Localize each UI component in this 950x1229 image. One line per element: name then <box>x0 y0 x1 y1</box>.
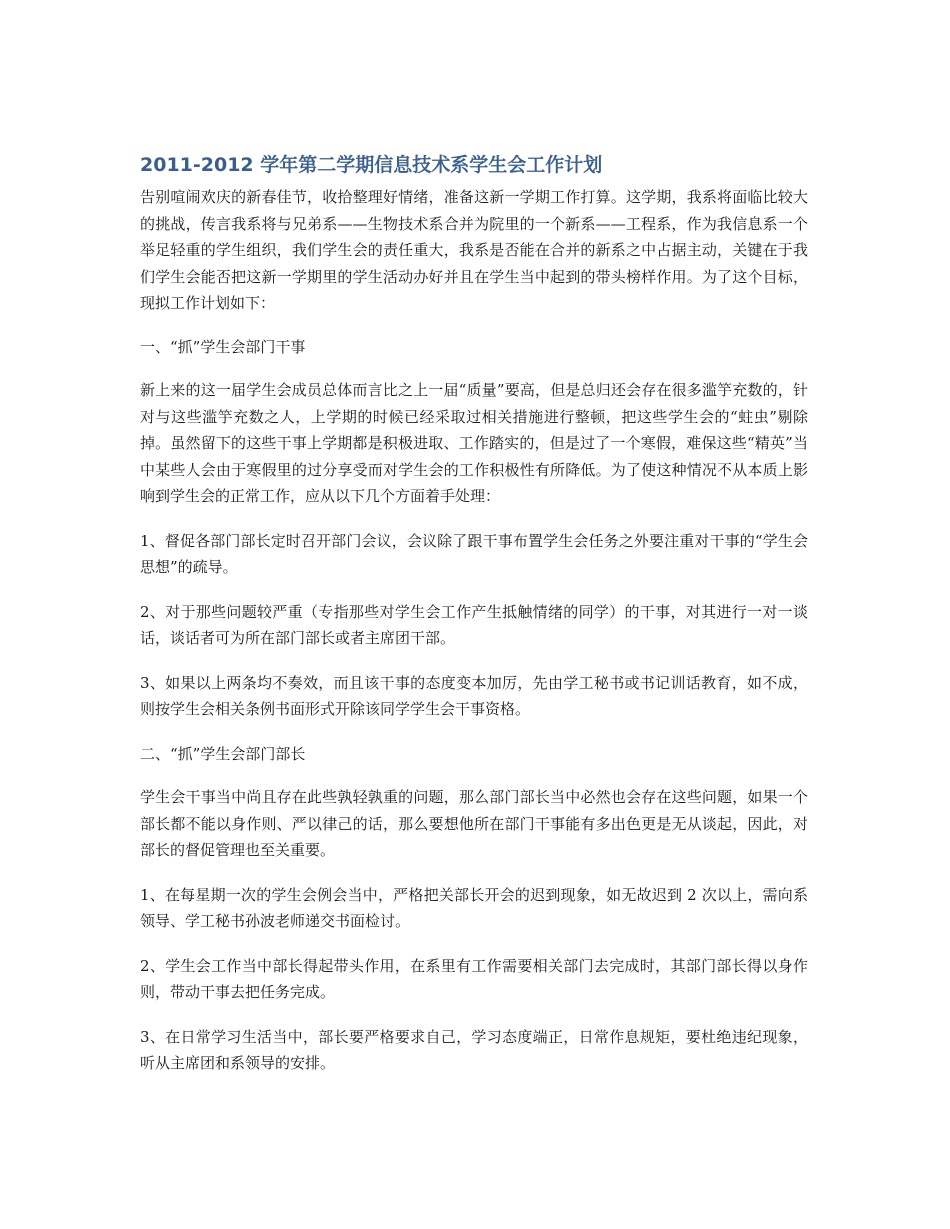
section-1-item-1: 1、督促各部门部长定时召开部门会议，会议除了跟干事布置学生会任务之外要注重对干事的“学生会思想”的疏导。 <box>140 531 808 576</box>
document-title: 2011-2012 学年第二学期信息技术系学生会工作计划 <box>140 154 603 176</box>
intro-paragraph: 告别喧闹欢庆的新春佳节，收拾整理好情绪，准备这新一学期工作打算。这学期，我系将面临比较大的挑战，传言我系将与兄弟系——生物技术系合并为院里的一个新系——工程系，作为我信息系一个举足轻重的学生组织，我们学生会的责任重大，我系是否能在合并的新系之中占据主动，关键在于我们学生会能否把这新一学期里的学生活动办好并且在学生当中起到的带头榜样作用。为了这个目标，现拟工作计划如下： <box>140 188 808 312</box>
section-2-item-1: 1、在每星期一次的学生会例会当中，严格把关部长开会的迟到现象，如无故迟到 2 次以上，需向系领导、学工秘书孙波老师递交书面检讨。 <box>140 885 808 930</box>
section-1-paragraph: 新上来的这一届学生会成员总体而言比之上一届“质量”要高，但是总归还会存在很多滥竽充数的，针对与这些滥竽充数之人，上学期的时候已经采取过相关措施进行整顿，把这些学生会的“蛀虫”剔除掉。虽然留下的这些干事上学期都是积极进取、工作踏实的，但是过了一个寒假，难保这些“精英”当中某些人会由于寒假里的过分享受而对学生会的工作积极性有所降低。为了使这种情况不从本质上影响到学生会的正常工作，应从以下几个方面着手处理： <box>140 381 808 505</box>
section-1-item-2: 2、对于那些问题较严重（专指那些对学生会工作产生抵触情绪的同学）的干事，对其进行一对一谈话，谈话者可为所在部门部长或者主席团干部。 <box>140 602 808 647</box>
section-2-item-3: 3、在日常学习生活当中，部长要严格要求自己，学习态度端正，日常作息规矩，要杜绝违纪现象，听从主席团和系领导的安排。 <box>140 1027 808 1072</box>
document-page <box>140 150 808 1095</box>
section-2-item-2: 2、学生会工作当中部长得起带头作用，在系里有工作需要相关部门去完成时，其部门部长得以身作则，带动干事去把任务完成。 <box>140 956 808 1001</box>
section-heading-2: 二、“抓”学生会部门部长 <box>140 744 306 763</box>
section-1-item-3: 3、如果以上两条均不奏效，而且该干事的态度变本加厉，先由学工秘书或书记训话教育，如不成，则按学生会相关条例书面形式开除该同学学生会干事资格。 <box>140 673 808 718</box>
section-heading-1: 一、“抓”学生会部门干事 <box>140 337 306 356</box>
section-2-paragraph: 学生会干事当中尚且存在此些孰轻孰重的问题，那么部门部长当中必然也会存在这些问题，如果一个部长都不能以身作则、严以律己的话，那么要想他所在部门干事能有多出色更是无从谈起，因此，对部长的督促管理也至关重要。 <box>140 788 808 859</box>
